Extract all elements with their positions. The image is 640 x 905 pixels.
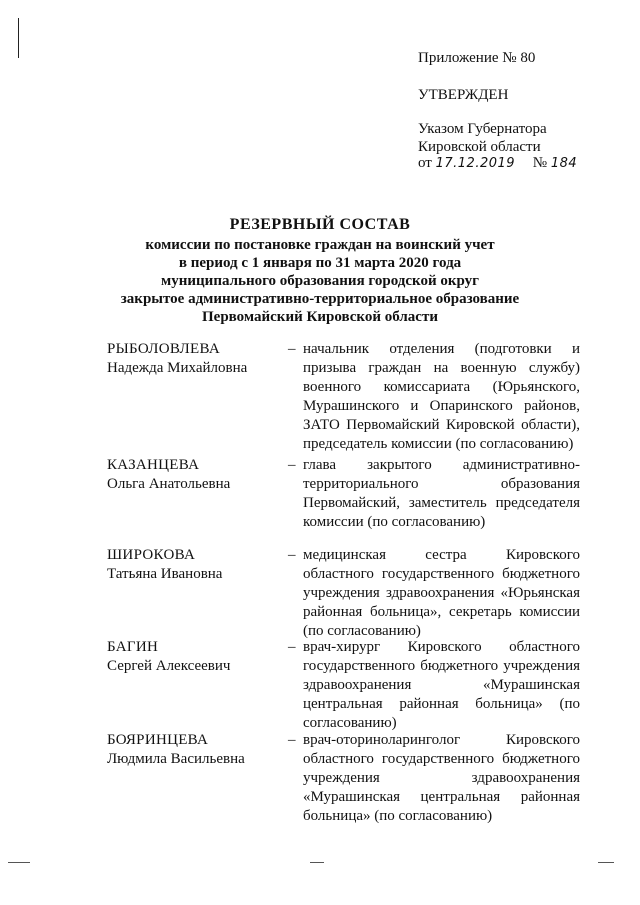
member-dash: –: [288, 457, 296, 473]
member-role: глава закрытого административно-территориального образования Первомайский, заместитель председателя комиссии (по согласованию): [303, 457, 580, 530]
member-role: врач-хирург Кировского областного государственного бюджетного учреждения здравоохранения «Мурашинская центральная районная больница» (по согласованию): [303, 639, 580, 731]
member-role: начальник отделения (подготовки и призыва граждан на военную службу) военного комиссариата (Юрьянского, Мурашинского и Опаринского районов, ЗАТО Первомайский Кировской области), председатель комиссии (по согласованию): [303, 341, 580, 452]
member-dash: –: [288, 547, 296, 563]
member-role: медицинская сестра Кировского областного государственного бюджетного учреждения здравоохранения «Юрьянская районная больница», секретарь комиссии (по согласованию): [303, 547, 580, 639]
member-name: [107, 546, 222, 584]
member-given-names: Татьяна Ивановна: [107, 566, 223, 582]
decree-label: Указом Губернатора: [418, 121, 547, 137]
member-name: [107, 638, 230, 676]
margin-line: [18, 18, 19, 58]
member-dash: –: [288, 732, 296, 748]
document-title: [0, 216, 640, 326]
title-line: в период с 1 января по 31 марта 2020 года: [178, 255, 462, 271]
member-given-names: Людмила Васильевна: [107, 751, 245, 767]
member-surname: ШИРОКОВА: [107, 547, 196, 563]
title-line: комиссии по постановке граждан на воинский учет: [145, 237, 495, 253]
member-given-names: Сергей Алексеевич: [107, 658, 231, 674]
member-surname: БАГИН: [107, 639, 159, 655]
title-line: закрытое административно-территориальное образование: [120, 291, 520, 307]
member-given-names: Ольга Анатольевна: [107, 476, 231, 492]
member-dash: –: [288, 639, 296, 655]
region-label: Кировской области: [418, 139, 541, 155]
scan-mark: [310, 862, 324, 863]
member-surname: РЫБОЛОВЛЕВА: [107, 341, 220, 357]
handwritten-date: 17.12.2019: [435, 156, 516, 171]
scan-mark: [598, 862, 614, 863]
handwritten-number: 184: [550, 156, 578, 171]
date-prefix: от: [418, 155, 432, 171]
title-line: Первомайский Кировской области: [202, 309, 438, 325]
title-line: муниципального образования городской округ: [161, 273, 479, 289]
approved-label: УТВЕРЖДЕН: [418, 87, 509, 103]
member-name: [107, 731, 245, 769]
number-label: №: [532, 155, 548, 171]
member-name: [107, 456, 230, 494]
member-surname: КАЗАНЦЕВА: [107, 457, 200, 473]
member-given-names: Надежда Михайловна: [107, 360, 248, 376]
member-surname: БОЯРИНЦЕВА: [107, 732, 209, 748]
decree-date-line: [418, 154, 577, 173]
scan-mark: [8, 862, 30, 863]
title-main: РЕЗЕРВНЫЙ СОСТАВ: [229, 216, 411, 233]
member-dash: –: [288, 341, 296, 357]
appendix-label: Приложение № 80: [418, 50, 536, 66]
member-name: [107, 340, 247, 378]
member-role: врач-оториноларинголог Кировского областного государственного бюджетного учреждения здравоохранения «Мурашинская центральная районная больница» (по согласованию): [303, 732, 580, 824]
